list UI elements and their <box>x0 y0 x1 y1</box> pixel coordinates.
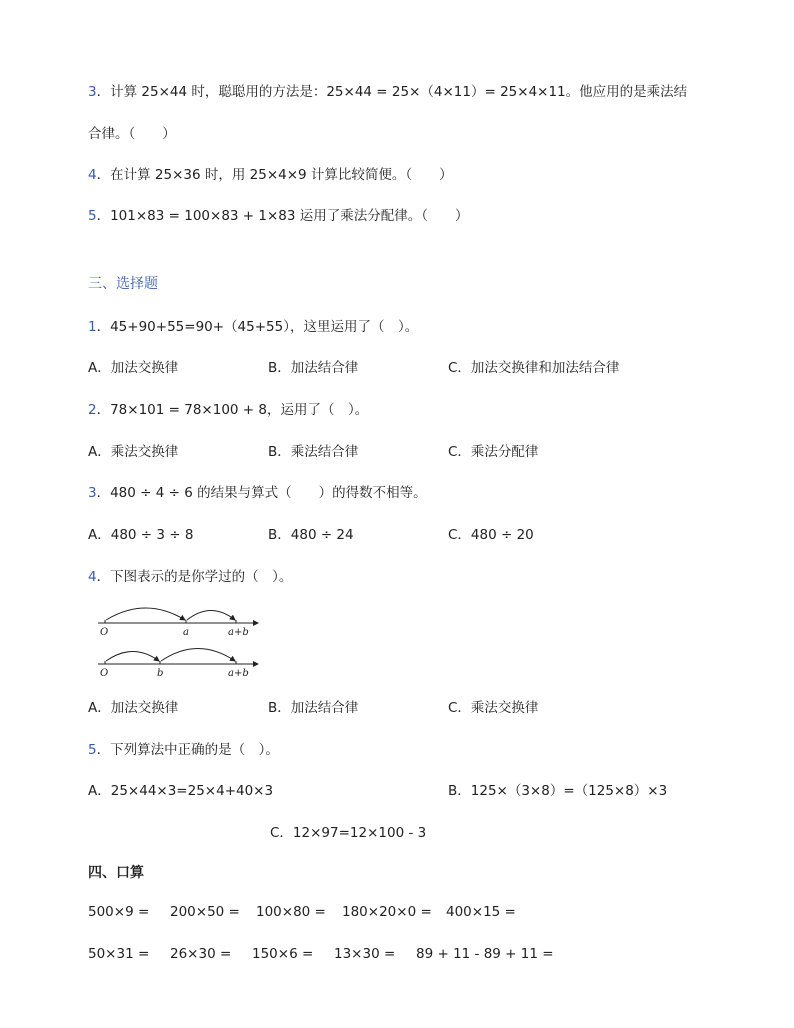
question-number: 5 <box>88 208 97 224</box>
question-stem: ．480 ÷ 4 ÷ 6 的结果与算式（ ）的得数不相等。 <box>96 485 427 501</box>
mental-math-item: 50×31 = <box>88 946 150 962</box>
mental-math-item: 26×30 = <box>170 946 232 962</box>
question-text: ．在计算 25×36 时，用 25×4×9 计算比较简便。（ ） <box>96 167 453 183</box>
mental-math-item: 400×15 = <box>446 904 516 920</box>
option-c[interactable]: C．12×97=12×100 - 3 <box>270 825 427 841</box>
question-number: 4 <box>88 569 97 585</box>
label-b: b <box>157 668 164 679</box>
choice-question-4 <box>88 565 292 585</box>
choice-question-3 <box>88 481 427 501</box>
judge-question-5 <box>88 204 469 224</box>
number-line-diagram <box>90 596 270 686</box>
question-number: 3 <box>88 485 97 501</box>
mental-math-item: 150×6 = <box>252 946 314 962</box>
option-b[interactable]: B．乘法结合律 <box>268 444 359 460</box>
question-text: ．计算 25×44 时，聪聪用的方法是：25×44 = 25×（4×11）= 25×4×11。他应用的是乘法结 <box>96 84 688 100</box>
mental-math-item: 180×20×0 = <box>342 904 432 920</box>
question-stem: ．下列算法中正确的是（ ）。 <box>96 742 279 758</box>
arc-b <box>106 652 159 662</box>
option-c[interactable]: C．480 ÷ 20 <box>448 527 534 543</box>
option-a[interactable]: A．25×44×3=25×4+40×3 <box>88 783 274 799</box>
question-text: ．101×83 = 100×83 + 1×83 运用了乘法分配律。（ ） <box>96 208 469 224</box>
label-a-plus-b: a+b <box>228 627 249 638</box>
judge-question-4 <box>88 163 453 183</box>
mental-math-item: 500×9 = <box>88 904 150 920</box>
question-stem: ．下图表示的是你学过的（ ）。 <box>96 569 293 585</box>
option-c[interactable]: C．乘法交换律 <box>448 700 539 716</box>
arc-a <box>161 649 235 662</box>
option-b[interactable]: B．加法结合律 <box>268 360 359 376</box>
option-c[interactable]: C．乘法分配律 <box>448 444 539 460</box>
judge-question-3 <box>88 80 687 100</box>
label-origin: O <box>100 668 109 679</box>
question-stem: ．45+90+55=90+（45+55），这里运用了（ ）。 <box>96 319 419 335</box>
mental-math-item: 13×30 = <box>334 946 396 962</box>
option-b[interactable]: B．加法结合律 <box>268 700 359 716</box>
arc-a <box>106 608 185 620</box>
option-a[interactable]: A．加法交换律 <box>88 700 179 716</box>
label-a-plus-b: a+b <box>228 668 249 679</box>
label-origin: O <box>100 627 109 638</box>
question-number: 3 <box>88 84 97 100</box>
option-a[interactable]: A．乘法交换律 <box>88 444 179 460</box>
option-b[interactable]: B．480 ÷ 24 <box>268 527 354 543</box>
question-number: 2 <box>88 402 97 418</box>
judge-question-3-continued: 合律。（ ） <box>88 126 176 142</box>
question-stem: ．78×101 = 78×100 + 8，运用了（ ）。 <box>96 402 369 418</box>
mental-math-item: 89 + 11 - 89 + 11 = <box>416 946 554 962</box>
choice-question-5 <box>88 738 279 758</box>
question-number: 5 <box>88 742 97 758</box>
choice-question-2 <box>88 398 368 418</box>
question-number: 4 <box>88 167 97 183</box>
option-a[interactable]: A．加法交换律 <box>88 360 179 376</box>
choice-question-1 <box>88 315 418 335</box>
mental-math-item: 100×80 = <box>256 904 326 920</box>
option-b[interactable]: B．125×（3×8）=（125×8）×3 <box>448 783 668 799</box>
section-title-choice: 三、选择题 <box>88 276 158 292</box>
label-a: a <box>183 627 189 638</box>
arc-b <box>187 611 235 621</box>
option-c[interactable]: C．加法交换律和加法结合律 <box>448 360 620 376</box>
option-a[interactable]: A．480 ÷ 3 ÷ 8 <box>88 527 194 543</box>
section-title-mental-math: 四、口算 <box>88 865 144 881</box>
mental-math-item: 200×50 = <box>170 904 240 920</box>
question-number: 1 <box>88 319 97 335</box>
